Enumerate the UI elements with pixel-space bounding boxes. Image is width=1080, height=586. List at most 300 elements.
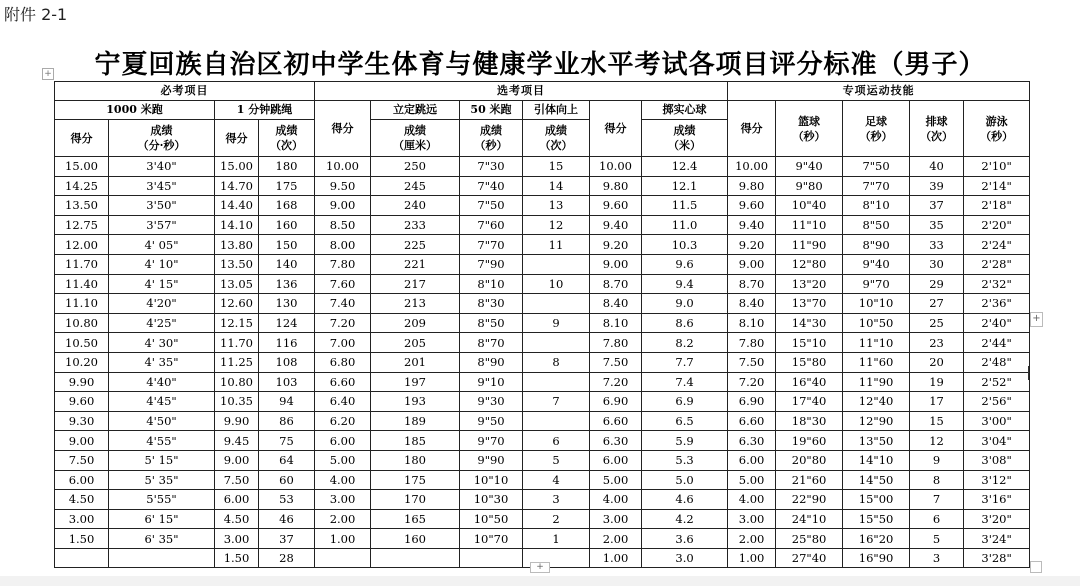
table-cell: 7.50 (728, 352, 776, 372)
table-cell: 245 (371, 176, 460, 196)
table-cell: 37 (910, 196, 964, 216)
table-cell: 8"50 (460, 313, 523, 333)
table-cell: 3.00 (315, 490, 371, 510)
table-cell: 10"10 (843, 294, 910, 314)
table-cell: 94 (259, 392, 315, 412)
jump-result-header: 成绩 （厘米） (371, 120, 460, 157)
table-cell: 4.50 (55, 490, 109, 510)
table-cell: 3'16" (964, 490, 1030, 510)
table-row (55, 196, 1030, 216)
table-cell: 15"10 (776, 333, 843, 353)
table-cell: 205 (371, 333, 460, 353)
basketball-header: 篮球 （秒） (776, 101, 843, 157)
table-cell: 14"10 (843, 450, 910, 470)
table-cell: 6.00 (590, 450, 642, 470)
table-cell: 8.50 (315, 215, 371, 235)
table-cell: 9.20 (590, 235, 642, 255)
table-cell: 1.00 (315, 529, 371, 549)
table-cell: 170 (371, 490, 460, 510)
table-cell: 3'50" (109, 196, 215, 216)
table-cell: 16"40 (776, 372, 843, 392)
table-cell: 1 (523, 529, 590, 549)
table-cell: 6.00 (55, 470, 109, 490)
table-cell: 4' 05" (109, 235, 215, 255)
table-cell: 10"40 (776, 196, 843, 216)
table-cell: 7"50 (460, 196, 523, 216)
table-cell: 3 (523, 490, 590, 510)
table-cell: 24"10 (776, 509, 843, 529)
table-cell (523, 294, 590, 314)
pullup-header: 引体向上 (523, 101, 590, 120)
table-cell: 168 (259, 196, 315, 216)
table-cell: 116 (259, 333, 315, 353)
table-cell: 4 (523, 470, 590, 490)
table-cell: 33 (910, 235, 964, 255)
table-cell: 27"40 (776, 548, 843, 568)
table-cell: 6.60 (590, 411, 642, 431)
table-cell: 40 (910, 157, 964, 177)
table-cell: 11.5 (642, 196, 728, 216)
table-move-handle-icon[interactable]: + (42, 68, 54, 80)
table-cell: 8"70 (460, 333, 523, 353)
table-cell: 9.20 (728, 235, 776, 255)
table-cell: 3'57" (109, 215, 215, 235)
table-cell: 21"60 (776, 470, 843, 490)
table-cell: 6' 15" (109, 509, 215, 529)
table-cell: 53 (259, 490, 315, 510)
table-cell: 7"50 (843, 157, 910, 177)
table-cell: 12 (523, 215, 590, 235)
table-cell: 4'25" (109, 313, 215, 333)
table-cell: 3'24" (964, 529, 1030, 549)
table-cell: 14.40 (215, 196, 259, 216)
table-cell: 175 (371, 470, 460, 490)
table-row (55, 274, 1030, 294)
table-cell: 2'18" (964, 196, 1030, 216)
table-cell: 6.00 (315, 431, 371, 451)
table-cell: 7.4 (642, 372, 728, 392)
table-cell: 7.80 (728, 333, 776, 353)
table-cell: 60 (259, 470, 315, 490)
table-cell: 9.40 (728, 215, 776, 235)
table-cell: 3'00" (964, 411, 1030, 431)
table-cell: 9.80 (590, 176, 642, 196)
table-cell: 11.40 (55, 274, 109, 294)
table-cell: 8"90 (843, 235, 910, 255)
table-cell: 46 (259, 509, 315, 529)
table-cell: 2.00 (590, 529, 642, 549)
table-cell: 75 (259, 431, 315, 451)
table-cell: 217 (371, 274, 460, 294)
table-cell: 221 (371, 254, 460, 274)
scoring-table (54, 81, 1030, 568)
table-cell: 10.3 (642, 235, 728, 255)
score-rows (55, 157, 1030, 568)
table-cell: 20 (910, 352, 964, 372)
table-cell: 7"90 (460, 254, 523, 274)
table-cell: 7"40 (460, 176, 523, 196)
table-cell: 11.0 (642, 215, 728, 235)
table-cell: 180 (371, 450, 460, 470)
table-cell: 12.4 (642, 157, 728, 177)
table-cell: 7"30 (460, 157, 523, 177)
volleyball-header: 排球 （次） (910, 101, 964, 157)
table-cell: 13.50 (215, 254, 259, 274)
table-row (55, 157, 1030, 177)
table-cell: 25 (910, 313, 964, 333)
table-cell: 9"90 (460, 450, 523, 470)
table-cell: 165 (371, 509, 460, 529)
table-cell: 1.50 (55, 529, 109, 549)
group-elective-header: 选考项目 (315, 82, 728, 101)
table-cell: 10.35 (215, 392, 259, 412)
table-cell: 13.80 (215, 235, 259, 255)
table-cell: 20"80 (776, 450, 843, 470)
table-cell: 4'40" (109, 372, 215, 392)
table-cell: 7.60 (315, 274, 371, 294)
table-cell: 12"80 (776, 254, 843, 274)
table-cell: 9"70 (460, 431, 523, 451)
table-cell: 9.40 (590, 215, 642, 235)
table-cell: 8"90 (460, 352, 523, 372)
table-cell: 209 (371, 313, 460, 333)
table-cell (460, 548, 523, 568)
table-cell: 9.60 (55, 392, 109, 412)
table-cell: 6.90 (728, 392, 776, 412)
table-cell: 6.60 (315, 372, 371, 392)
table-cell: 9"30 (460, 392, 523, 412)
table-cell: 10.80 (215, 372, 259, 392)
table-cell: 10.00 (315, 157, 371, 177)
table-cell: 9.6 (642, 254, 728, 274)
table-cell: 30 (910, 254, 964, 274)
table-cell: 3 (910, 548, 964, 568)
table-cell: 3.00 (55, 509, 109, 529)
table-cell: 13.05 (215, 274, 259, 294)
table-cell: 9"40 (843, 254, 910, 274)
table-cell: 11.70 (55, 254, 109, 274)
table-cell: 5' 15" (109, 450, 215, 470)
table-cell: 15 (910, 411, 964, 431)
table-cell: 6.20 (315, 411, 371, 431)
table-cell: 7.50 (215, 470, 259, 490)
table-cell: 6.9 (642, 392, 728, 412)
table-cell: 2'36" (964, 294, 1030, 314)
table-cell: 12.60 (215, 294, 259, 314)
run-result-header: 成绩 （分·秒） (109, 120, 215, 157)
table-cell: 29 (910, 274, 964, 294)
table-cell: 2.00 (728, 529, 776, 549)
table-cell: 8.40 (590, 294, 642, 314)
table-cell: 15.00 (215, 157, 259, 177)
table-cell: 8.70 (728, 274, 776, 294)
table-cell: 7.00 (315, 333, 371, 353)
table-cell: 7 (523, 392, 590, 412)
table-cell: 2'56" (964, 392, 1030, 412)
rope-skipping-header: 1 分钟跳绳 (215, 101, 315, 120)
table-cell: 5 (910, 529, 964, 549)
table-cell: 2'10" (964, 157, 1030, 177)
table-cell: 5'55" (109, 490, 215, 510)
table-cell: 3'28" (964, 548, 1030, 568)
table-row (55, 470, 1030, 490)
table-cell: 8.10 (590, 313, 642, 333)
table-cell: 12"40 (843, 392, 910, 412)
table-cell: 7.50 (55, 450, 109, 470)
table-cell: 7 (910, 490, 964, 510)
table-cell: 9 (910, 450, 964, 470)
table-cell: 8.10 (728, 313, 776, 333)
table-cell: 4'45" (109, 392, 215, 412)
table-cell: 11"10 (776, 215, 843, 235)
table-cell (55, 548, 109, 568)
table-cell: 8.40 (728, 294, 776, 314)
table-cell: 11"90 (776, 235, 843, 255)
table-cell: 9.90 (215, 411, 259, 431)
table-cell: 12.1 (642, 176, 728, 196)
table-cell: 9.30 (55, 411, 109, 431)
table-cell (523, 254, 590, 274)
table-cell: 9"80 (776, 176, 843, 196)
table-cell: 2'44" (964, 333, 1030, 353)
table-cell: 136 (259, 274, 315, 294)
table-cell: 7.20 (728, 372, 776, 392)
table-cell: 12.15 (215, 313, 259, 333)
run-50-header: 50 米跑 (460, 101, 523, 120)
table-cell: 9"70 (843, 274, 910, 294)
table-cell: 39 (910, 176, 964, 196)
table-cell: 6' 35" (109, 529, 215, 549)
table-row (55, 333, 1030, 353)
ball-result-header: 成绩 （米） (642, 120, 728, 157)
group-required-header: 必考项目 (55, 82, 315, 101)
table-cell: 5.0 (642, 470, 728, 490)
table-cell: 5 (523, 450, 590, 470)
table-cell: 4.2 (642, 509, 728, 529)
table-cell: 9 (523, 313, 590, 333)
table-cell: 130 (259, 294, 315, 314)
table-cell: 8 (910, 470, 964, 490)
table-cell: 6.90 (590, 392, 642, 412)
table-cell: 7.80 (590, 333, 642, 353)
ball-score-header: 得分 (590, 101, 642, 157)
table-cell: 213 (371, 294, 460, 314)
table-cell: 14"50 (843, 470, 910, 490)
table-row (55, 313, 1030, 333)
table-row (55, 294, 1030, 314)
table-cell: 7"60 (460, 215, 523, 235)
table-cell: 9.0 (642, 294, 728, 314)
table-cell (523, 411, 590, 431)
table-cell: 4.00 (315, 470, 371, 490)
table-cell: 4' 15" (109, 274, 215, 294)
table-cell: 240 (371, 196, 460, 216)
table-cell: 12.00 (55, 235, 109, 255)
table-cell: 8"50 (843, 215, 910, 235)
table-cell: 10.20 (55, 352, 109, 372)
table-cell: 2'20" (964, 215, 1030, 235)
table-cell: 9.00 (728, 254, 776, 274)
page-bottom-edge (0, 576, 1080, 586)
page-title: 宁夏回族自治区初中学生体育与健康学业水平考试各项目评分标准（男子） (94, 50, 986, 80)
table-cell: 3'40" (109, 157, 215, 177)
table-cell: 8.00 (315, 235, 371, 255)
table-row (55, 176, 1030, 196)
add-row-icon[interactable]: + (530, 562, 550, 573)
table-cell: 11.10 (55, 294, 109, 314)
table-cell: 5.9 (642, 431, 728, 451)
table-cell: 5.00 (728, 470, 776, 490)
table-cell: 86 (259, 411, 315, 431)
table-cell: 3'08" (964, 450, 1030, 470)
table-cell: 6.00 (728, 450, 776, 470)
table-cell: 3'20" (964, 509, 1030, 529)
table-cell: 10.00 (590, 157, 642, 177)
table-cell: 9.90 (55, 372, 109, 392)
table-row (55, 509, 1030, 529)
table-cell: 27 (910, 294, 964, 314)
table-cell: 4' 10" (109, 254, 215, 274)
table-cell: 8"30 (460, 294, 523, 314)
table-row (55, 215, 1030, 235)
table-cell: 15 (523, 157, 590, 177)
table-cell: 7.80 (315, 254, 371, 274)
table-cell: 2'48" (964, 352, 1030, 372)
run-score-header: 得分 (55, 120, 109, 157)
table-cell: 3.0 (642, 548, 728, 568)
table-cell: 7.20 (590, 372, 642, 392)
table-cell: 4'20" (109, 294, 215, 314)
run50-result-header: 成绩 （秒） (460, 120, 523, 157)
table-cell (523, 372, 590, 392)
table-cell: 2.00 (315, 509, 371, 529)
table-cell: 6 (910, 509, 964, 529)
table-row (55, 411, 1030, 431)
table-cell: 9.4 (642, 274, 728, 294)
rope-score-header: 得分 (215, 120, 259, 157)
table-cell: 3'12" (964, 470, 1030, 490)
table-cell: 13"70 (776, 294, 843, 314)
table-row (55, 372, 1030, 392)
table-cell: 150 (259, 235, 315, 255)
table-cell: 180 (259, 157, 315, 177)
table-cell: 7"70 (460, 235, 523, 255)
table-cell: 10"50 (460, 509, 523, 529)
table-cell: 7.20 (315, 313, 371, 333)
table-cell: 8"10 (460, 274, 523, 294)
table-cell: 9.60 (590, 196, 642, 216)
table-cell: 185 (371, 431, 460, 451)
table-row (55, 450, 1030, 470)
table-cell: 4.50 (215, 509, 259, 529)
table-cell: 3.00 (215, 529, 259, 549)
table-cell: 193 (371, 392, 460, 412)
table-cell: 13"50 (843, 431, 910, 451)
table-cell: 13"20 (776, 274, 843, 294)
table-row (55, 235, 1030, 255)
football-header: 足球 （秒） (843, 101, 910, 157)
table-cell: 9.60 (728, 196, 776, 216)
table-cell: 4' 30" (109, 333, 215, 353)
table-cell: 11 (523, 235, 590, 255)
run-1000-header: 1000 米跑 (55, 101, 215, 120)
table-cell: 37 (259, 529, 315, 549)
table-cell: 10 (523, 274, 590, 294)
table-cell: 2'14" (964, 176, 1030, 196)
table-cell: 19 (910, 372, 964, 392)
table-cell: 2'32" (964, 274, 1030, 294)
table-cell: 11.25 (215, 352, 259, 372)
table-cell (523, 333, 590, 353)
table-cell: 175 (259, 176, 315, 196)
pullup-result-header: 成绩 （次） (523, 120, 590, 157)
table-cell: 9.80 (728, 176, 776, 196)
table-cell: 7.50 (590, 352, 642, 372)
table-cell: 201 (371, 352, 460, 372)
table-cell: 19"60 (776, 431, 843, 451)
table-cell: 3.00 (590, 509, 642, 529)
table-row (55, 490, 1030, 510)
table-cell: 103 (259, 372, 315, 392)
table-cell: 11.70 (215, 333, 259, 353)
table-cell: 250 (371, 157, 460, 177)
table-cell: 108 (259, 352, 315, 372)
table-cell: 3.6 (642, 529, 728, 549)
table-row (55, 254, 1030, 274)
table-cell: 124 (259, 313, 315, 333)
table-cell: 15"00 (843, 490, 910, 510)
table-cell: 6 (523, 431, 590, 451)
table-cell (315, 548, 371, 568)
table-cell: 35 (910, 215, 964, 235)
table-cell: 160 (371, 529, 460, 549)
table-resize-handle[interactable] (1030, 561, 1042, 573)
table-cell: 1.00 (590, 548, 642, 568)
table-cell: 4.00 (590, 490, 642, 510)
table-cell: 14 (523, 176, 590, 196)
table-cell: 9"50 (460, 411, 523, 431)
add-column-icon[interactable]: + (1030, 312, 1043, 327)
table-cell: 13 (523, 196, 590, 216)
table-cell: 5.3 (642, 450, 728, 470)
table-cell: 5' 35" (109, 470, 215, 490)
table-cell: 3.00 (728, 509, 776, 529)
table-cell: 4.6 (642, 490, 728, 510)
table-cell: 25"80 (776, 529, 843, 549)
table-row (55, 352, 1030, 372)
text-cursor (1028, 366, 1029, 380)
table-cell: 12 (910, 431, 964, 451)
table-cell: 10"10 (460, 470, 523, 490)
table-cell: 11"90 (843, 372, 910, 392)
table-cell: 10"70 (460, 529, 523, 549)
table-cell: 6.80 (315, 352, 371, 372)
table-cell: 14"30 (776, 313, 843, 333)
table-cell: 15"50 (843, 509, 910, 529)
table-cell: 2'52" (964, 372, 1030, 392)
table-cell: 9"10 (460, 372, 523, 392)
table-cell: 28 (259, 548, 315, 568)
table-cell: 9.00 (215, 450, 259, 470)
table-cell: 6.5 (642, 411, 728, 431)
table-cell: 8"10 (843, 196, 910, 216)
table-cell: 6.30 (590, 431, 642, 451)
swimming-header: 游泳 （秒） (964, 101, 1030, 157)
table-cell: 11"10 (843, 333, 910, 353)
table-cell: 6.60 (728, 411, 776, 431)
table-cell: 160 (259, 215, 315, 235)
table-cell: 189 (371, 411, 460, 431)
